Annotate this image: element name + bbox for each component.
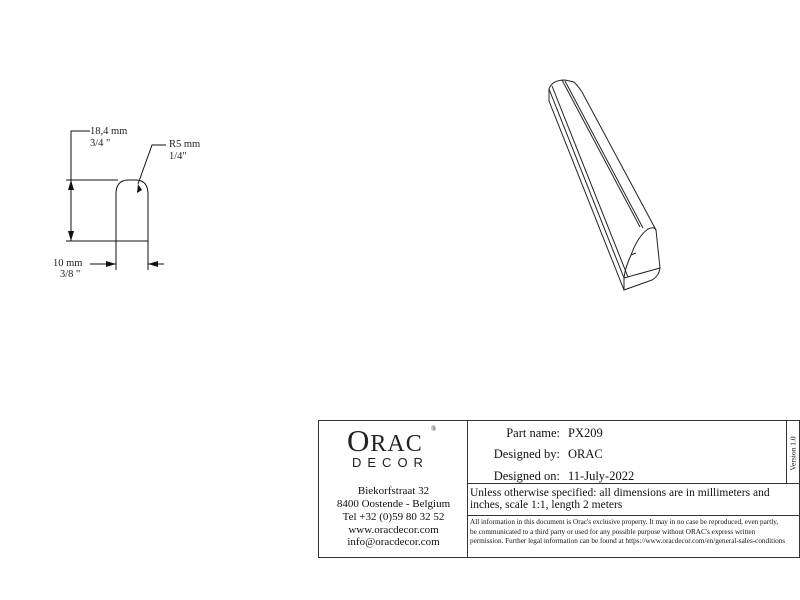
dim-depth-mm: 10 mm <box>53 258 83 269</box>
dim-width-in: 3/4 " <box>90 138 111 149</box>
dim-radius-mm: R5 mm <box>169 139 201 150</box>
orac-logo <box>347 423 423 459</box>
logo-cell <box>319 421 468 557</box>
title-block <box>318 420 800 558</box>
designed-by-row <box>468 447 603 462</box>
designed-on-label: Designed on: <box>493 469 560 483</box>
address-city: 8400 Oostende - Belgium <box>336 498 451 510</box>
version-cell <box>786 421 799 483</box>
profile-section <box>116 180 148 241</box>
address-email: info@oracdecor.com <box>347 536 440 548</box>
arrow-down <box>68 231 74 241</box>
address-web: www.oracdecor.com <box>348 524 439 536</box>
designed-on-value: 11-July-2022 <box>568 469 635 483</box>
dim-depth-in: 3/8 " <box>60 269 81 280</box>
part-name-value: PX209 <box>568 426 603 440</box>
part-name-label: Part name: <box>506 426 560 440</box>
logo-rest: RAC <box>370 431 423 457</box>
dim-width-mm: 18,4 mm <box>90 126 128 137</box>
arrow-width-left <box>106 261 116 267</box>
address-tel: Tel +32 (0)59 80 32 52 <box>342 511 445 523</box>
spec-note: Unless otherwise specified: all dimensions are in millimeters and inches, scale 1:1, length 2 meters <box>470 487 770 511</box>
part-name-row <box>468 426 603 441</box>
logo-letter: O <box>347 423 371 458</box>
designed-by-label: Designed by: <box>493 447 560 461</box>
arrow-width-right <box>148 261 158 267</box>
registered-mark: ® <box>431 425 437 433</box>
version-label: Version 1.0 <box>788 436 798 471</box>
designed-by-value: ORAC <box>568 447 603 461</box>
decor-wordmark: DECOR <box>352 455 429 470</box>
address-street: Biekorfstraat 32 <box>357 485 430 497</box>
isometric-moulding <box>549 80 660 290</box>
legal-text: All information in this document is Orac's exclusive property. It may in no case be reproduced, even partly, be communicated to a third party or used for any possible purpose without ORAC's express written permission. Further legal information can be found at https://www.oracdecor.com/en/general-sales-conditions <box>470 518 786 545</box>
divider-1 <box>468 483 799 484</box>
leader-radius <box>138 145 166 184</box>
dim-radius-in: 1/4" <box>169 151 187 162</box>
designed-on-row <box>468 469 634 484</box>
arrow-radius <box>137 184 142 193</box>
arrow-up <box>68 180 74 190</box>
leader-height <box>71 131 90 180</box>
divider-2 <box>468 515 799 516</box>
